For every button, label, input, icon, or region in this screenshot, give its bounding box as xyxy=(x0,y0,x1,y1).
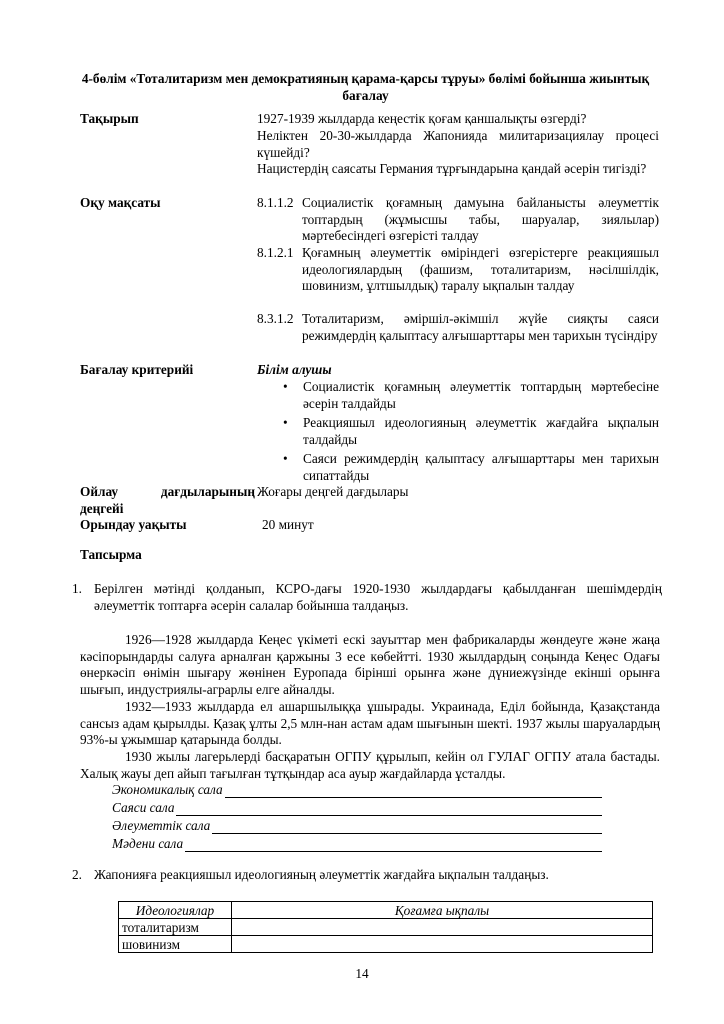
objective-text: Тоталитаризм, әміршіл-әкімшіл жүйе сияқты саяси режимдердің қалыптасу алғышарттары мен тарихын түсіндіру xyxy=(302,311,659,343)
question-number: 1. xyxy=(72,581,82,596)
topic-question-1: 1927-1939 жылдарда кеңестік қоғам қаншалықты өзгерді? xyxy=(257,111,587,126)
bullet-icon: • xyxy=(283,415,288,430)
ideology-table xyxy=(118,901,653,953)
objective-item xyxy=(257,245,659,295)
table-row xyxy=(119,919,653,936)
table-cell: тоталитаризм xyxy=(119,919,232,936)
objective-code: 8.3.1.2 xyxy=(257,311,294,326)
text-paragraph: 1930 жылы лагерьлерді басқаратын ОГПУ құрылып, кейін ол ГУЛАГ ОГПУ атала бастады. Халық жауы деп айып тағылған тұтқындар аса ауыр жағдайларда ұсталды. xyxy=(80,749,660,781)
answer-line-social[interactable]: Әлеуметтік сала xyxy=(112,816,602,834)
table-header-impact: Қоғамға ықпалы xyxy=(232,902,653,919)
criteria-bullet: • Социалистік қоғамның әлеуметтік топтардың мәртебесіне әсерін талдайды xyxy=(283,379,659,411)
time-value: 20 минут xyxy=(262,517,314,532)
time-label: Орындау уақыты xyxy=(80,517,187,532)
objective-text: Қоғамның әлеуметтік өміріндегі өзгерістерге реакцияшыл идеологиялардың (фашизм, тоталитаризм, нәсілшілдік, шовинизм, ұлтшылдық) таралу ықпалын талдау xyxy=(302,245,659,293)
answer-line-cultural[interactable]: Мәдени сала xyxy=(112,834,602,852)
bullet-icon: • xyxy=(283,379,288,394)
table-cell: шовинизм xyxy=(119,936,232,953)
topic-question-3: Нацистердің саясаты Германия тұрғындарына қандай әсерін тигізді? xyxy=(257,161,647,176)
answer-lines xyxy=(112,780,602,852)
text-paragraph: 1926—1928 жылдарда Кеңес үкіметі ескі зауыттар мен фабрикаларды жөндеуге және жаңа кәсіпорындарды салуға арналған қаржыны 3 есе көбейтті. 1930 жылдардың соңында Кеңес Одағы өнеркәсіп өнімін шығару жөнінен Еуропада бірінші орынға және дүниежүзінде екінші орынға шығып, индустриялы-аграрлы елге айналды. xyxy=(80,632,660,697)
page-number: 14 xyxy=(355,966,369,981)
table-cell-answer[interactable] xyxy=(232,936,653,953)
objective-code: 8.1.1.2 xyxy=(257,195,294,210)
criteria-learner: Білім алушы xyxy=(257,362,332,377)
objective-text: Социалистік қоғамның дамуына байланысты әлеуметтік топтардың (жұмысшы табы, шаруалар, зиялылар) мәртебесіндегі өзгерісті талдау xyxy=(302,195,659,243)
question-text: Берілген мәтінді қолданып, КСРО-дағы 1920-1930 жылдардағы қабылданған шешімдердің әлеуметтік топтарға әсерін салалар бойынша талдаңыз. xyxy=(94,581,662,613)
table-header-ideologies: Идеологиялар xyxy=(119,902,232,919)
question-1 xyxy=(72,581,662,614)
document-title: 4-бөлім «Тоталитаризм мен демократияның қарама-қарсы тұруы» бөлімі бойынша жиынтық бағалау xyxy=(81,71,650,103)
table-cell-answer[interactable] xyxy=(232,919,653,936)
objectives-label: Оқу мақсаты xyxy=(80,195,161,210)
answer-line-economic[interactable]: Экономикалық сала xyxy=(112,780,602,798)
objective-code: 8.1.2.1 xyxy=(257,245,294,260)
objective-item xyxy=(257,195,659,245)
question-2 xyxy=(72,867,662,884)
thinking-label: Ойлау дағдыларының деңгейі xyxy=(80,484,255,516)
task-heading: Тапсырма xyxy=(80,547,142,562)
criteria-bullet: • Реакцияшыл идеологияның әлеуметтік жағдайға ықпалын талдайды xyxy=(283,415,659,447)
table-header-row xyxy=(119,902,653,919)
table-row xyxy=(119,936,653,953)
topic-question-2: Неліктен 20-30-жылдарда Жапонияда милитаризациялау процесі күшейді? xyxy=(257,128,659,160)
answer-line-political[interactable]: Саяси сала xyxy=(112,798,602,816)
bullet-icon: • xyxy=(283,451,288,466)
thinking-value: Жоғары деңгей дағдылары xyxy=(257,484,409,499)
text-paragraph: 1932—1933 жылдарда ел ашаршылыққа ұшырады. Украинада, Еділ бойында, Қазақстанда сансыз адам қырылды. Қазақ ұлты 2,5 млн-нан астам адам шығынын шекті. 1937 жылы шаруалардың 93%-ы ұжымшар қатарында болды. xyxy=(80,699,660,747)
objective-item xyxy=(257,311,659,344)
question-number: 2. xyxy=(72,867,82,882)
criteria-list xyxy=(283,379,659,487)
question-text: Жапонияға реакцияшыл идеологияның әлеуметтік жағдайға ықпалын талдаңыз. xyxy=(94,867,549,882)
criteria-bullet: • Саяси режимдердің қалыптасу алғышарттары мен тарихын сипаттайды xyxy=(283,451,659,483)
criteria-label: Бағалау критерийі xyxy=(80,362,194,377)
topic-label: Тақырып xyxy=(80,111,139,126)
